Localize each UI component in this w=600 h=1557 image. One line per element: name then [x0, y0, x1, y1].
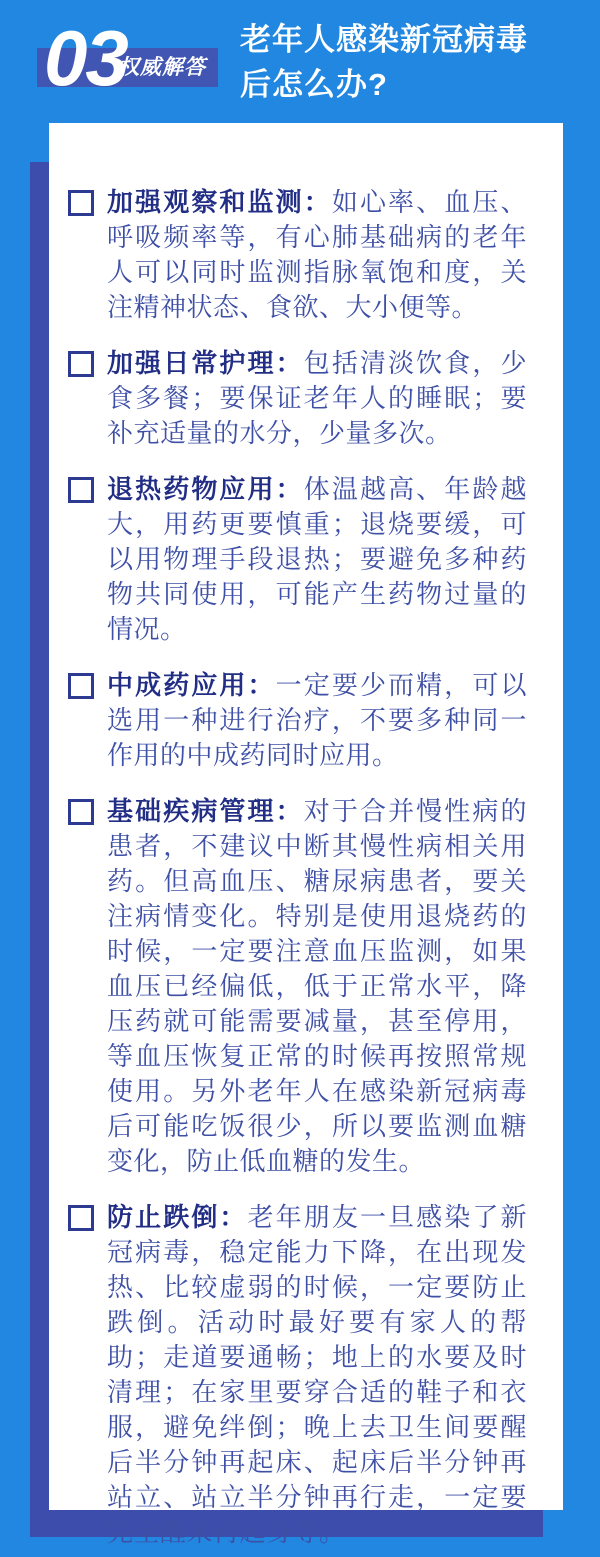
- checkbox-icon: [68, 351, 94, 377]
- list-item-text: [107, 185, 527, 325]
- list-item-text: [107, 1200, 527, 1550]
- list-item-text: [107, 794, 527, 1179]
- item-title: 加强日常护理：: [107, 348, 304, 378]
- item-title: 加强观察和监测：: [107, 187, 332, 217]
- list-item-text: [107, 668, 527, 773]
- item-body: 如心率、血压、呼吸频率等，有心肺基础病的老年人可以同时监测指脉氧饱和度，关注精神状态、食欲、大小便等。: [107, 187, 527, 322]
- item-body: 包括清淡饮食，少食多餐；要保证老年人的睡眠；要补充适量的水分，少量多次。: [107, 348, 527, 448]
- item-title: 中成药应用：: [107, 670, 276, 700]
- section-number: 03: [44, 14, 127, 102]
- badge-label: 权威解答: [118, 56, 206, 79]
- list-item: [68, 346, 527, 451]
- item-body: 体温越高、年龄越大，用药更要慎重；退烧要缓，可以用物理手段退热；要避免多种药物共同使用，可能产生药物过量的情况。: [107, 474, 527, 644]
- item-body: 一定要少而精，可以选用一种进行治疗，不要多种同一作用的中成药同时应用。: [107, 670, 527, 770]
- list-item: [68, 472, 527, 647]
- item-title: 基础疾病管理：: [107, 796, 304, 826]
- list-item: [68, 185, 527, 325]
- checkbox-icon: [68, 673, 94, 699]
- page-title: [240, 17, 528, 107]
- item-body: 对于合并慢性病的患者，不建议中断其慢性病相关用药。但高血压、糖尿病患者，要关注病情变化。特别是使用退烧药的时候，一定要注意血压监测，如果血压已经偏低，低于正常水平，降压药就可能需要减量，甚至停用，等血压恢复正常的时候再按照常规使用。另外老年人在感染新冠病毒后可能吃饭很少，所以要监测血糖变化，防止低血糖的发生。: [107, 796, 527, 1176]
- page-title-line1: 老年人感染新冠病毒: [240, 22, 528, 57]
- checkbox-icon: [68, 477, 94, 503]
- checkbox-icon: [68, 190, 94, 216]
- list-item: [68, 668, 527, 773]
- list-item: [68, 794, 527, 1179]
- list-item-text: [107, 346, 527, 451]
- list-item: [68, 1200, 527, 1550]
- checkbox-icon: [68, 1205, 94, 1231]
- item-body: 老年朋友一旦感染了新冠病毒，稳定能力下降，在出现发热、比较虚弱的时候，一定要防止跌倒。活动时最好要有家人的帮助；走道要通畅；地上的水要及时清理；在家里要穿合适的鞋子和衣服，避免绊倒；晚上去卫生间要醒后半分钟再起床、起床后半分钟再站立、站立半分钟再行走，一定要完全醒来再起身等。: [107, 1202, 527, 1547]
- page-title-line2: 后怎么办?: [240, 67, 388, 102]
- checkbox-icon: [68, 799, 94, 825]
- list-item-text: [107, 472, 527, 647]
- content-card: [49, 123, 563, 1547]
- item-title: 退热药物应用：: [107, 474, 304, 504]
- item-title: 防止跌倒：: [107, 1202, 248, 1232]
- poster-header: [0, 0, 600, 123]
